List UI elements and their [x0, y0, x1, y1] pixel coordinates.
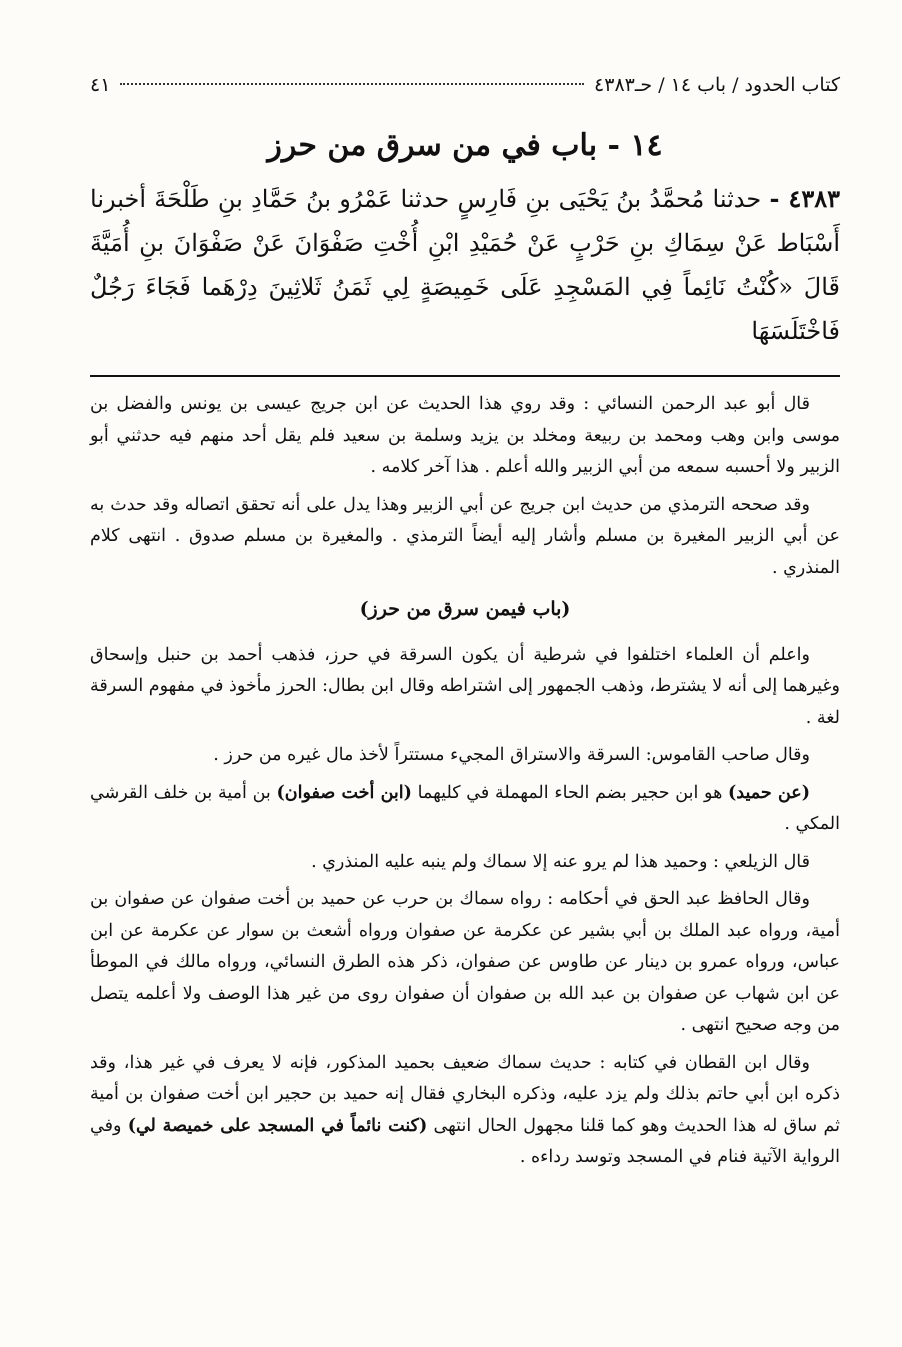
commentary-paragraph: قال الزيلعي : وحميد هذا لم يرو عنه إلا سماك ولم ينبه عليه المنذري .	[311, 851, 810, 872]
quoted-phrase: (ابن أخت صفوان)	[276, 782, 412, 803]
commentary-text: وفي الرواية الآتية فنام في المسجد وتوسد رداءه .	[90, 1115, 840, 1167]
hadith-number: ٤٣٨٣ -	[769, 184, 840, 213]
commentary-text: هو ابن حجير بضم الحاء المهملة في كليهما	[411, 782, 729, 803]
running-header	[90, 70, 840, 101]
page-number: ٤١	[90, 74, 111, 96]
commentary-paragraph: وقد صححه الترمذي من حديث ابن جريج عن أبي الزبير وهذا يدل على أنه تحقق اتصاله وقد حدث به عن أبي الزبير المغيرة بن مسلم وأشار إليه أيضاً الترمذي . والمغيرة بن مسلم صدوق . انتهى كلام المنذري .	[90, 494, 840, 578]
commentary-paragraph: وقال صاحب القاموس: السرقة والاستراق المجيء مستتراً لأخذ مال غيره من حرز .	[213, 745, 810, 765]
commentary-paragraph	[90, 1048, 840, 1174]
commentary-paragraph: واعلم أن العلماء اختلفوا في شرطية أن يكون السرقة في حرز، فذهب أحمد بن حنبل وإسحاق وغيرهما إلى أنه لا يشترط، وذهب الجمهور إلى اشتراطه وقال ابن بطال: الحرز مأخوذ في مفهوم السرقة لغة .	[90, 644, 840, 728]
commentary-text: وقال ابن القطان في كتابه : حديث سماك ضعيف بحميد المذكور، فإنه لا يعرف في غير هذا، وقد ذكره ابن أبي حاتم بذلك ولم يزد عليه، وذكره البخاري فقال إنه حميد بن حجير ابن أخت صفوان بن أمية ثم ساق له هذا الحديث وهو كما قلنا مجهول الحال انتهى	[90, 1052, 841, 1136]
hadith-body: حدثنا مُحمَّدُ بنُ يَحْيَى بنِ فَارِسٍ حدثنا عَمْرُو بنُ حَمَّادِ بنِ طَلْحَةَ أخبرنا أَسْبَاط عَنْ سِمَاكِ بنِ حَرْبٍ عَنْ حُمَيْدِ ابْنِ أُخْتِ صَفْوَانَ عَنْ صَفْوَانَ بنِ أُمَيَّةَ قَالَ «كُنْتُ نَائِماً فِي المَسْجِدِ عَلَى خَمِيصَةٍ لِي ثَمَنُ ثَلاثِينَ دِرْهَما فَجَاءَ رَجُلٌ فَاخْتَلَسَهَا	[90, 185, 840, 345]
chapter-title: ١٤ - باب في من سرق من حرز	[267, 128, 663, 163]
commentary-text: بن أمية بن خلف القرشي المكي .	[90, 782, 840, 834]
commentary-paragraph	[90, 778, 840, 841]
book-page	[90, 70, 840, 1180]
commentary	[90, 389, 840, 1174]
commentary-paragraph: قال أبو عبد الرحمن النسائي : وقد روي هذا الحديث عن ابن جريج عيسى بن يونس والفضل بن موسى وابن وهب ومحمد بن ربيعة ومخلد بن يزيد وسلمة بن سعيد فلم يقل أحد منهم فيه حدثني أبو الزبير ولا أحسبه سمعه من أبي الزبير والله أعلم . هذا آخر كلامه .	[90, 394, 840, 477]
leader-dots	[120, 83, 584, 85]
quoted-phrase: (كنت نائماً في المسجد على خميصة لي)	[127, 1115, 428, 1136]
running-title: كتاب الحدود / باب ١٤ / حـ٤٣٨٣	[594, 74, 840, 96]
separator-rule	[90, 375, 840, 377]
commentary-subheading: (باب فيمن سرق من حرز)	[359, 598, 571, 620]
quoted-phrase: (عن حميد)	[728, 782, 810, 803]
hadith-text	[90, 177, 840, 353]
commentary-paragraph: وقال الحافظ عبد الحق في أحكامه : رواه سماك بن حرب عن حميد بن أخت صفوان عن صفوان بن أمية، ورواه عبد الملك بن أبي بشير عن عكرمة عن صفوان ورواه أشعث بن سوار عن عكرمة عن ابن عباس، ورواه عمرو بن دينار عن طاوس عن صفوان، ذكر هذه الطرق النسائي، ورواه مالك في الموطأ عن ابن شهاب عن صفوان بن عبد الله بن صفوان أن صفوان روى من غير هذا الوصف ولا أعلمه يتصل من وجه صحيح انتهى .	[90, 889, 840, 1035]
